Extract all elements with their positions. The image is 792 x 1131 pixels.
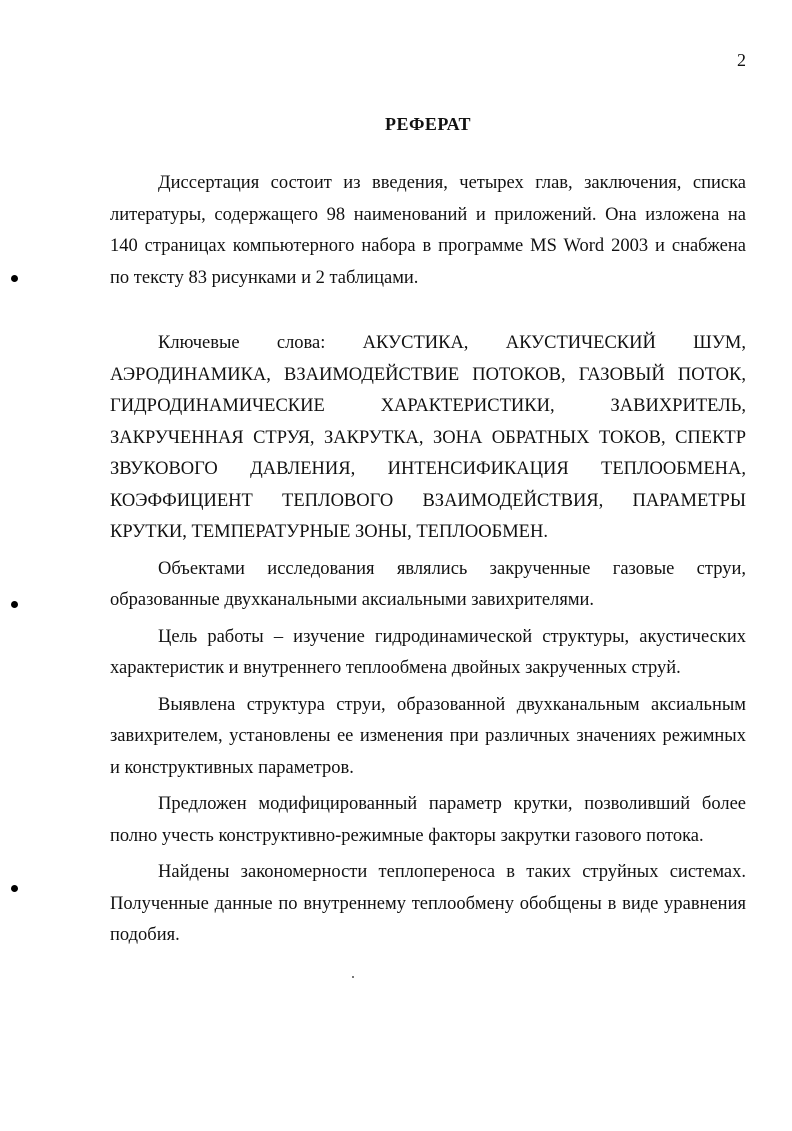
page-title: РЕФЕРАТ [384,114,472,134]
intro-paragraph: Диссертация состоит из введения, четырех глав, заключения, списка литературы, содержащего 98 наименований и приложений. Она изложена на 140 страницах компьютерного набора в программе MS Word 2003 и снабжена по тексту 83 рисунками и 2 таблицами. [110,173,746,288]
binding-hole-mark [11,275,18,282]
page-number: 2 [737,50,746,70]
binding-hole-mark [11,885,18,892]
binding-hole-mark [11,601,18,608]
intro-section [110,168,746,299]
goal-paragraph: Цель работы – изучение гидродинамической структуры, акустических характеристик и внутреннего теплообмена двойных закрученных струй. [110,626,746,678]
objects-paragraph: Объектами исследования являлись закрученные газовые струи, образованные двухканальными аксиальными завихрителями. [110,558,746,610]
main-section [110,328,746,957]
structure-paragraph: Выявлена структура струи, образованной двухканальным аксиальным завихрителем, установлены ее изменения при различных значениях режимных и конструктивных параметров. [110,694,746,778]
parameter-paragraph: Предложен модифицированный параметр крутки, позволивший более полно учесть конструктивно-режимные факторы закрутки газового потока. [110,794,746,846]
heat-exchange-paragraph: Найдены закономерности теплопереноса в таких струйных системах. Полученные данные по внутреннему теплообмену обобщены в виде уравнения подобия. [110,862,746,945]
scan-speck [352,976,354,978]
keywords-paragraph: Ключевые слова: АКУСТИКА, АКУСТИЧЕСКИЙ ШУМ, АЭРОДИНАМИКА, ВЗАИМОДЕЙСТВИЕ ПОТОКОВ, ГАЗОВЫЙ ПОТОК, ГИДРОДИНАМИЧЕСКИЕ ХАРАКТЕРИСТИКИ, ЗАВИХРИТЕЛЬ, ЗАКРУЧЕННАЯ СТРУЯ, ЗАКРУТКА, ЗОНА ОБРАТНЫХ ТОКОВ, СПЕКТР ЗВУКОВОГО ДАВЛЕНИЯ, ИНТЕНСИФИКАЦИЯ ТЕПЛООБМЕНА, КОЭФФИЦИЕНТ ТЕПЛОВОГО ВЗАИМОДЕЙСТВИЯ, ПАРАМЕТРЫ КРУТКИ, ТЕМПЕРАТУРНЫЕ ЗОНЫ, ТЕПЛООБМЕН. [110,333,746,542]
